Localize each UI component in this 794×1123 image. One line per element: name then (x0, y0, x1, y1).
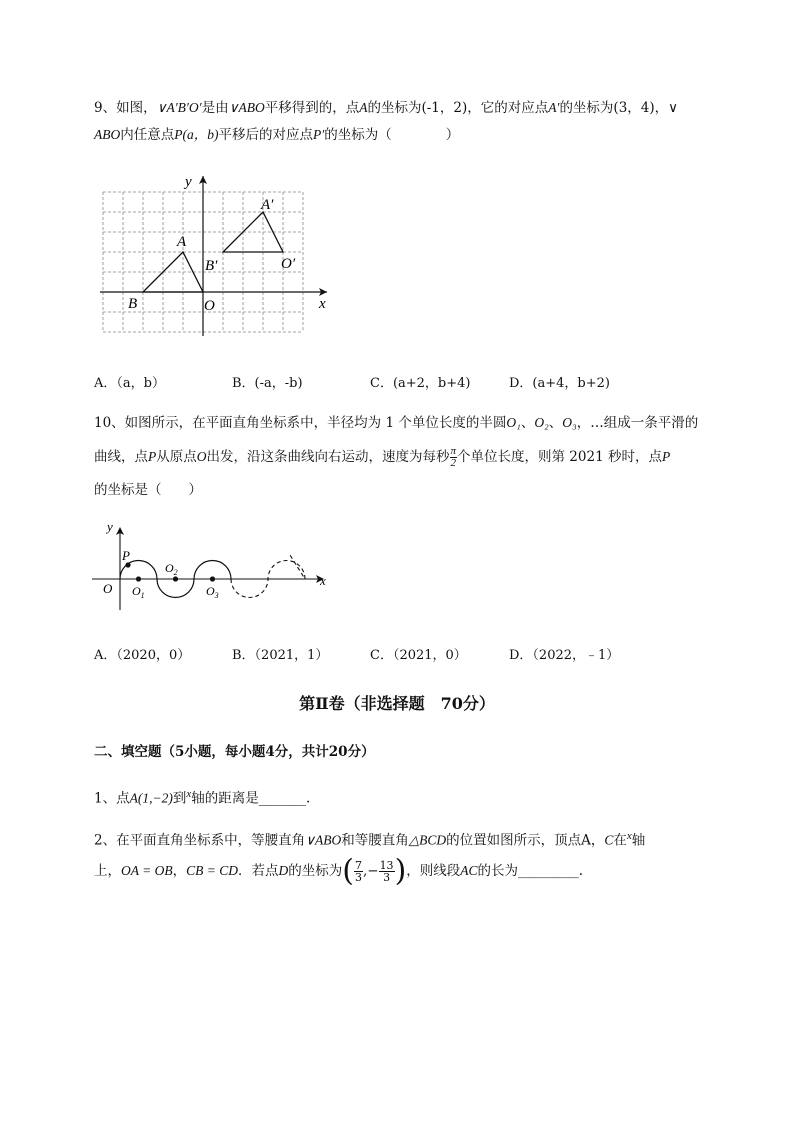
center-o3 (210, 576, 215, 581)
q9-option-c[interactable]: C．(a+2，b+4) (370, 376, 471, 391)
fill2-question-line1: 2、在平面直角坐标系中，等腰直角∨ABO和等腰直角△BCD的位置如图所示，顶点A，C在$^x$轴 (94, 830, 646, 849)
q9-option-a[interactable]: A．（a，b） (94, 376, 165, 391)
q9-option-b[interactable]: B．(-a，-b) (232, 376, 303, 391)
q9-figure-grid (95, 170, 340, 340)
q10-stem-line3: 的坐标是（ ） (94, 482, 202, 498)
fill1-question: 1、点A(1,−2)到$^x$轴的距离是_______. (94, 788, 311, 807)
fill2-question-line2: 上，OA = OB，CB = CD．若点D的坐标为( $\frac{7}{3}$ ,− $\frac{13}{3}$ )，则线段AC的长为_________. (94, 853, 584, 889)
label-o3: $O_3$ (206, 584, 219, 600)
triangle-label: ∨ABO (228, 100, 265, 115)
q10-stem-line1: 10、如图所示，在平面直角坐标系中，半径均为 1 个单位长度的半圆O₁、O₂、O₃，…组成一条平滑的 (94, 415, 699, 431)
fraction-13-3: $\frac{13}{3}$ (379, 859, 394, 884)
q10-option-d[interactable]: D．（2022，﹣1） (509, 648, 620, 663)
triangle-label: ∨A′B′O′ (156, 100, 202, 115)
q9-option-d[interactable]: D．(a+4，b+2) (509, 376, 610, 391)
right-paren: ) (394, 853, 407, 889)
q10-option-a[interactable]: A．（2020，0） (94, 648, 191, 663)
q10-option-c[interactable]: C．（2021，0） (370, 648, 467, 663)
section-title: 第Ⅱ卷（非选择题 70分） (299, 694, 495, 713)
center-o1 (136, 576, 141, 581)
q9-stem-line2: ABO内任意点P(a，b)平移后的对应点P′的坐标为（ ） (94, 127, 460, 143)
label-a-prime: A′ (261, 197, 274, 213)
q9-stem-line1: 9、如图，∨A′B′O′是由∨ABO平移得到的，点A的坐标为(-1，2)，它的对应点A′的坐标为(3，4)，∨ (94, 100, 679, 116)
dashed-curve-continuation (231, 555, 305, 598)
q10-figure-curve (90, 515, 340, 615)
point-p (125, 562, 130, 567)
label-b-prime: B′ (205, 258, 218, 274)
left-paren: ( (342, 853, 354, 889)
y-axis-label: y (107, 519, 113, 534)
q10-option-b[interactable]: B．（2021，1） (232, 648, 329, 663)
label-o-prime: O′ (281, 256, 296, 272)
label-o2: $O_2$ (165, 561, 178, 577)
y-axis-label: y (185, 174, 192, 190)
q10-stem-line2: 曲线，点P从原点O出发，沿这条曲线向右运动，速度为每秒 $\frac{\pi}{2}$ 个单位长度，则第 2021 秒时，点P (94, 445, 671, 469)
x-axis-label: x (320, 573, 326, 588)
part2-heading: 二、填空题（5小题，每小题4分，共计20分） (94, 744, 375, 760)
label-o: O (204, 298, 215, 314)
label-a: A (177, 234, 187, 250)
center-o2 (173, 576, 178, 581)
label-o1: $O_1$ (132, 584, 145, 600)
label-p: P (122, 548, 130, 563)
x-axis-label: x (319, 296, 326, 312)
label-origin: O (103, 581, 113, 596)
fraction-pi-over-2: $\frac{\pi}{2}$ (450, 445, 457, 469)
label-b: B (128, 296, 138, 312)
fraction-7-3: $\frac{7}{3}$ (354, 859, 362, 884)
